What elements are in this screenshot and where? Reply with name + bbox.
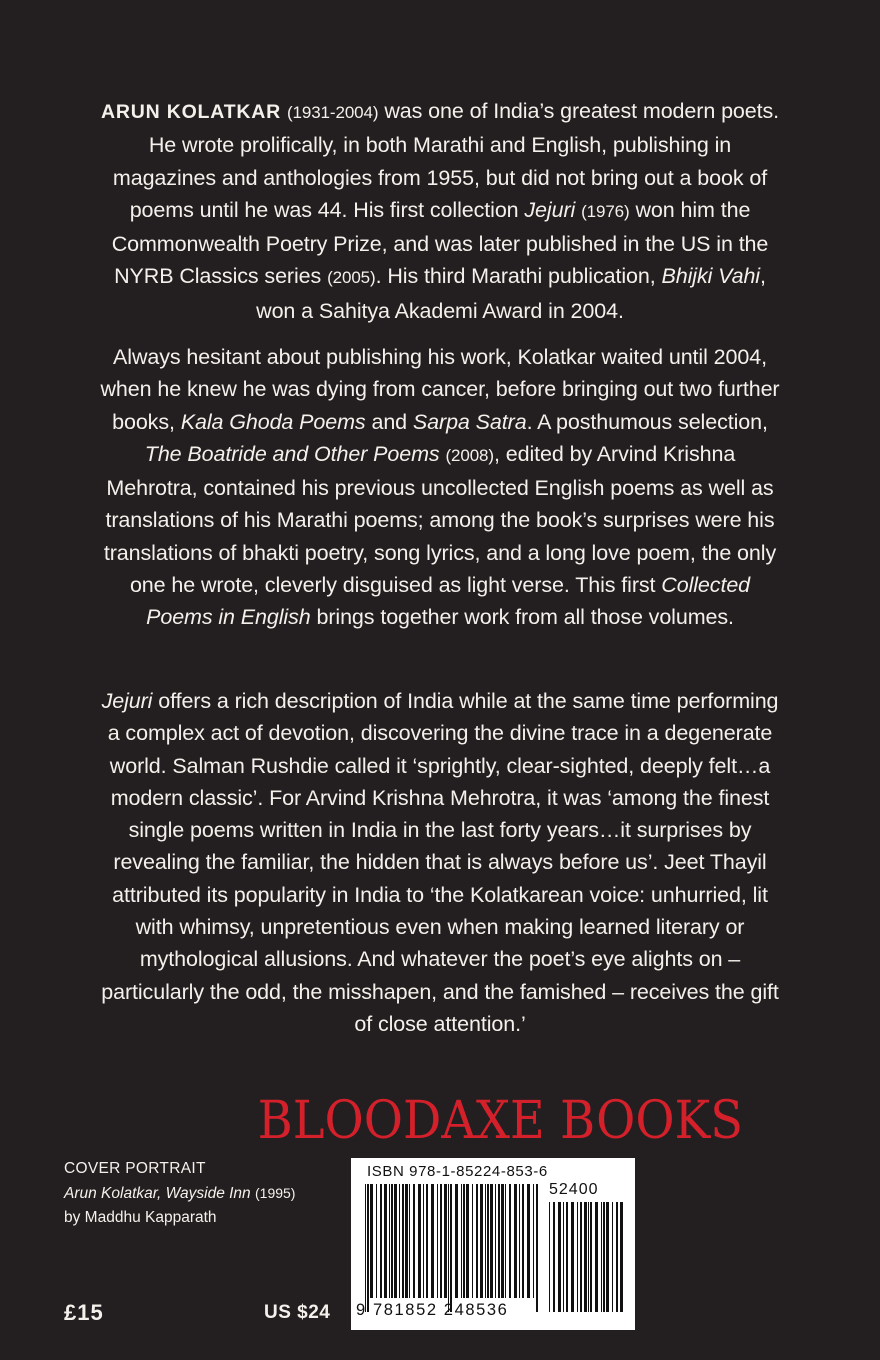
book-title: Jejuri xyxy=(101,689,153,713)
barcode-bar xyxy=(437,1184,438,1298)
author-bio-paragraph xyxy=(100,95,780,327)
barcode-bar xyxy=(384,1184,387,1298)
cover-credit-heading: COVER PORTRAIT xyxy=(64,1160,206,1177)
critical-praise-paragraph xyxy=(100,685,780,1040)
barcode-bar xyxy=(426,1184,428,1298)
barcode-bar xyxy=(571,1202,574,1312)
barcode-bar xyxy=(472,1184,473,1298)
barcode-bar xyxy=(606,1202,609,1312)
barcode-bar xyxy=(480,1184,483,1298)
barcode-bar xyxy=(553,1202,555,1312)
barcode-bar xyxy=(365,1184,366,1312)
barcode-bar xyxy=(450,1184,452,1312)
barcode-bar xyxy=(376,1184,377,1298)
publication-date: (2008) xyxy=(445,445,494,465)
barcode-bar xyxy=(590,1202,592,1312)
author-dates: (1931-2004) xyxy=(286,103,379,122)
barcode-bar xyxy=(476,1184,478,1298)
barcode-bar xyxy=(463,1184,465,1298)
barcode-bar xyxy=(490,1184,493,1298)
barcode-bar xyxy=(461,1184,462,1298)
barcode-bar xyxy=(601,1202,602,1312)
barcode-bar xyxy=(423,1184,424,1298)
price-uk: £15 xyxy=(64,1300,104,1325)
barcode-bar xyxy=(536,1184,538,1312)
history-text: brings together work from all those volumes. xyxy=(310,605,734,630)
barcode-bar xyxy=(370,1184,373,1298)
barcode-bar xyxy=(612,1202,613,1312)
barcode-bar xyxy=(485,1184,486,1298)
addon-barcode-bars xyxy=(549,1202,627,1312)
barcode-bar xyxy=(501,1184,504,1298)
history-text: , edited by Arvind Krishna Mehrotra, contained his previous uncollected English poems as well as translations of his Marathi poems; among the book’s surprises were his translations of bhakti poetry, song lyrics, and a long love poem, the only one he wrote, cleverly disguised as light verse. This first xyxy=(103,441,777,598)
barcode-bar xyxy=(577,1202,578,1312)
barcode-bar xyxy=(402,1184,404,1298)
ean-number: 9 781852 248536 xyxy=(356,1301,509,1319)
cover-credit xyxy=(64,1157,295,1230)
barcode-bar xyxy=(495,1184,496,1298)
barcode-bar xyxy=(549,1202,550,1312)
barcode-bar xyxy=(391,1184,393,1298)
isbn-number: ISBN 978-1-85224-853-6 xyxy=(367,1163,548,1180)
barcode-bar xyxy=(580,1202,582,1312)
barcode-bar xyxy=(505,1184,506,1298)
publication-date: (1976) xyxy=(581,201,630,221)
artwork-title: Arun Kolatkar, Wayside Inn xyxy=(64,1185,251,1202)
price-us: US $24 xyxy=(264,1302,331,1323)
barcode-bar xyxy=(522,1184,524,1298)
barcode-bar xyxy=(498,1184,500,1298)
publication-history-paragraph xyxy=(100,341,780,634)
barcode-bar xyxy=(558,1202,561,1312)
barcode-bar xyxy=(527,1184,530,1298)
barcode-bar xyxy=(394,1184,397,1298)
barcode-bar xyxy=(519,1184,520,1298)
praise-text: offers a rich description of India while at the same time performing a complex act of devotion, discovering the divine trace in a degenerate world. Salman Rushdie called it ‘sprightly, clear-sighted, deeply felt…a modern classic’. For Arvind Krishna Mehrotra, it was ‘among the finest single poems written in India in the last forty years…it surprises by revealing the familiar, the hidden that is always before us’. Jeet Thayil attributed its popularity in India to ‘the Kolatkarean voice: unhurried, lit with whimsy, unpretentious even when making learned literary or mythological allusions. And whatever the poet’s eye alights on – particularly the odd, the misshapen, and the famished – receives the gift of close attention.’ xyxy=(101,689,779,1036)
barcode-bar xyxy=(380,1184,382,1298)
bio-text: , won a Sahitya Akademi Award in 2004. xyxy=(256,264,766,323)
price-addon-code: 52400 xyxy=(549,1181,599,1198)
barcode-bar xyxy=(448,1184,449,1312)
barcode-bar xyxy=(409,1184,410,1298)
barcode-bar xyxy=(588,1202,589,1312)
isbn-barcode xyxy=(351,1158,635,1330)
barcode-bar xyxy=(584,1202,587,1312)
artist-credit: by Maddhu Kapparath xyxy=(64,1209,217,1226)
barcode-bar xyxy=(563,1202,564,1312)
barcode-bar xyxy=(514,1184,517,1298)
book-title: The Boatride and Other Poems xyxy=(144,441,440,466)
ean-barcode-bars xyxy=(365,1184,540,1312)
book-title: Jejuri xyxy=(524,197,576,222)
publisher-logo: BLOODAXE BOOKS xyxy=(257,1091,744,1151)
barcode-bar xyxy=(444,1184,447,1298)
barcode-bar xyxy=(399,1184,400,1298)
author-name: ARUN KOLATKAR xyxy=(100,101,282,123)
book-title: Bhijki Vahi xyxy=(661,264,760,289)
history-text: Always hesitant about publishing his work, Kolatkar waited until 2004, when he knew he was dying from cancer, before bringing out two further books, xyxy=(100,345,780,434)
barcode-bar xyxy=(603,1202,605,1312)
barcode-bar xyxy=(466,1184,469,1298)
publication-date: (2005) xyxy=(327,268,376,288)
barcode-bar xyxy=(405,1184,408,1298)
book-title: Kala Ghoda Poems xyxy=(180,409,366,434)
barcode-bar xyxy=(620,1202,623,1312)
barcode-bar xyxy=(566,1202,568,1312)
bio-text: won him the Commonwealth Poetry Prize, and was later published in the US in the NYRB Classics series xyxy=(111,197,769,289)
barcode-bar xyxy=(418,1184,421,1298)
barcode-bar xyxy=(455,1184,458,1298)
history-text: . A posthumous selection, xyxy=(526,409,768,434)
barcode-bar xyxy=(595,1202,598,1312)
barcode-bar xyxy=(440,1184,442,1298)
barcode-bar xyxy=(616,1202,618,1312)
cover-artwork-line xyxy=(64,1181,295,1206)
barcode-bar xyxy=(509,1184,511,1298)
bio-text: was one of India’s greatest modern poets. He wrote prolifically, in both Marathi and English, publishing in magazines and anthologies from 1955, but did not bring out a book of poems until he was 44. His first collection xyxy=(112,99,780,222)
barcode-bar xyxy=(413,1184,415,1298)
artwork-year: (1995) xyxy=(255,1185,296,1201)
book-title: Collected Poems in English xyxy=(146,573,751,630)
barcode-bar xyxy=(389,1184,390,1298)
barcode-bar xyxy=(487,1184,489,1298)
bio-text: . His third Marathi publication, xyxy=(375,264,662,289)
barcode-bar xyxy=(431,1184,434,1298)
history-text: and xyxy=(365,409,413,434)
book-title: Sarpa Satra xyxy=(412,409,527,434)
barcode-bar xyxy=(367,1184,369,1312)
barcode-bar xyxy=(533,1184,534,1298)
